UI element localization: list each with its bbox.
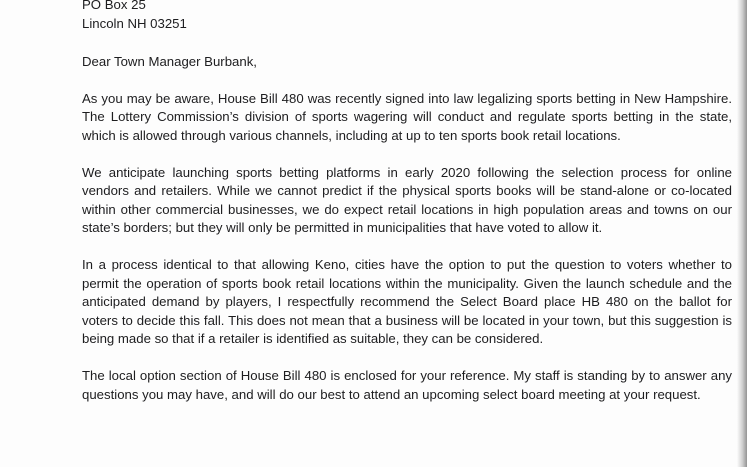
paragraph-1: As you may be aware, House Bill 480 was recently signed into law legalizing sports betting in New Hampshire. The Lottery Commission’s division of sports wagering will conduct and regulate sports betting in the state, which is allowed through various channels, including at up to ten sports book retail locations. bbox=[82, 90, 732, 143]
salutation: Dear Town Manager Burbank, bbox=[82, 54, 257, 70]
paragraph-4: The local option section of House Bill 480 is enclosed for your reference. My staff is standing by to answer any questions you may have, and will do our best to attend an upcoming select board meeting at your request. bbox=[82, 367, 732, 402]
paragraph-2: We anticipate launching sports betting platforms in early 2020 following the selection process for online vendors and retailers. While we cannot predict if the physical sports books will be stand-alone or co-located within other commercial businesses, we do expect retail locations in high population areas and towns on our state’s borders; but they will only be permitted in municipalities that have voted to allow it. bbox=[82, 164, 732, 236]
address-line-1: PO Box 25 bbox=[82, 0, 146, 12]
paragraph-3: In a process identical to that allowing Keno, cities have the option to put the question to voters whether to permit the operation of sports book retail locations within the municipality. Given the launch schedule and the anticipated demand by players, I respectfully recommend the Select Board place HB 480 on the ballot for voters to decide this fall. This does not mean that a business will be located in your town, but this suggestion is being made so that if a retailer is identified as suitable, they can be considered. bbox=[82, 256, 732, 347]
letter-body bbox=[82, 0, 732, 404]
page-edge-shadow bbox=[737, 0, 747, 467]
address-line-2: Lincoln NH 03251 bbox=[82, 15, 187, 31]
